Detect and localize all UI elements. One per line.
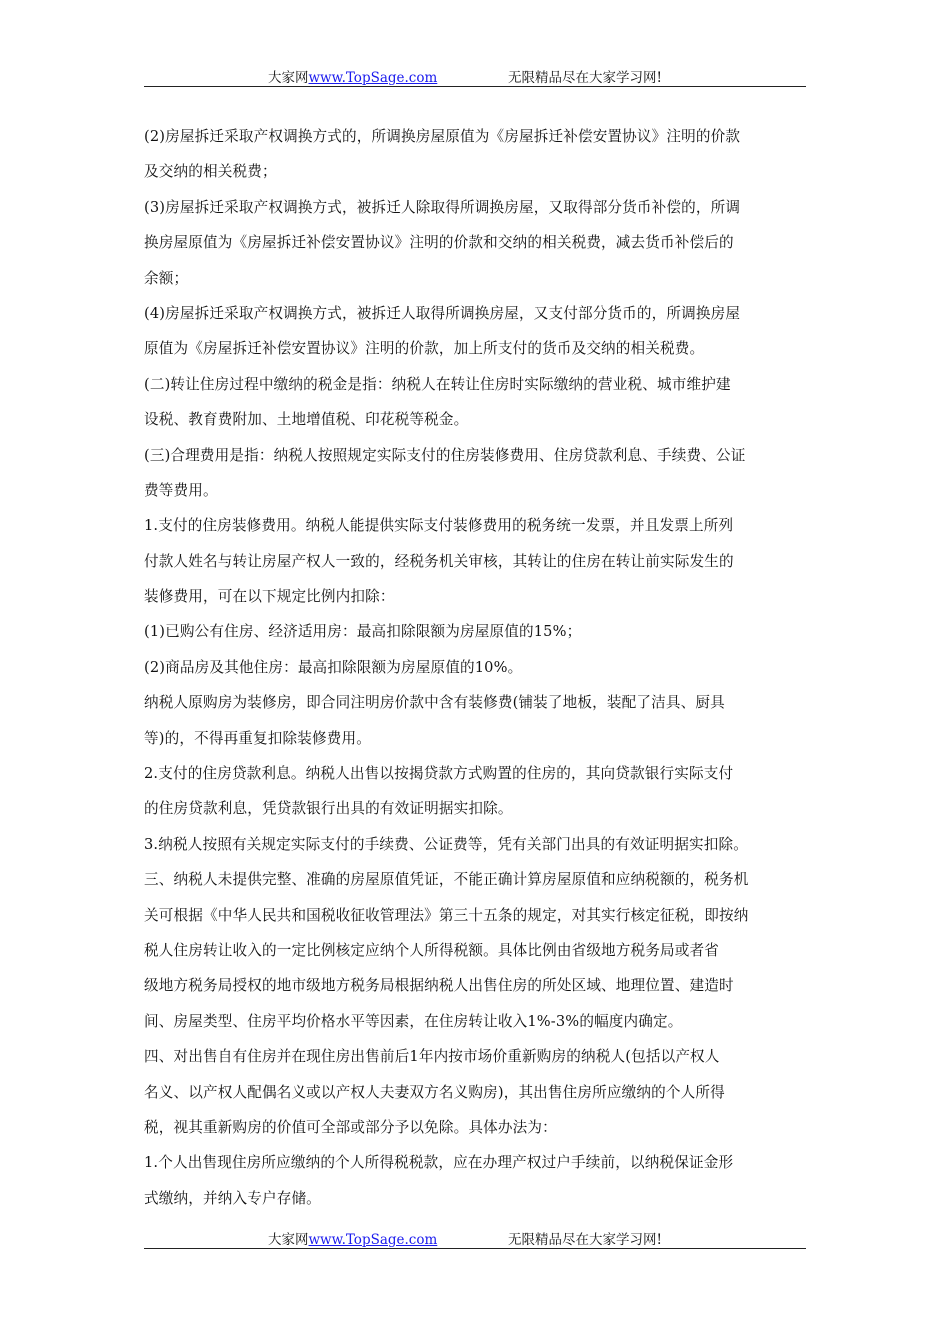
text-line: (1)已购公有住房、经济适用房：最高扣除限额为房屋原值的15%； (144, 623, 582, 641)
text-line: 付款人姓名与转让房屋产权人一致的，经税务机关审核，其转让的住房在转让前实际发生的 (144, 552, 734, 570)
text-line: 及交纳的相关税费； (144, 163, 277, 181)
text-line: 税，视其重新购房的价值可全部或部分予以免除。具体办法为： (144, 1118, 557, 1136)
text-line: (3)房屋拆迁采取产权调换方式，被拆迁人除取得所调换房屋，又取得部分货币补偿的，所调 (144, 198, 741, 216)
text-line: 四、对出售自有住房并在现住房出售前后1年内按市场价重新购房的纳税人(包括以产权人 (144, 1048, 720, 1066)
text-line: 纳税人原购房为装修房，即合同注明房价款中含有装修费(铺装了地板，装配了洁具、厨具 (144, 694, 725, 712)
text-line: 3.纳税人按照有关规定实际支付的手续费、公证费等，凭有关部门出具的有效证明据实扣除。 (144, 835, 748, 853)
document-body (144, 127, 812, 1224)
text-line: 税人住房转让收入的一定比例核定应纳个人所得税额。具体比例由省级地方税务局或者省 (144, 941, 720, 959)
text-line: 名义、以产权人配偶名义或以产权人夫妻双方名义购房)，其出售住房所应缴纳的个人所得 (144, 1083, 725, 1101)
text-line: 2.支付的住房贷款利息。纳税人出售以按揭贷款方式购置的住房的，其向贷款银行实际支付 (144, 765, 734, 783)
text-line: 余额； (144, 269, 189, 287)
text-line: 间、房屋类型、住房平均价格水平等因素，在住房转让收入1%-3%的幅度内确定。 (144, 1012, 683, 1030)
page-footer (144, 1228, 806, 1249)
text-line: 级地方税务局授权的地市级地方税务局根据纳税人出售住房的所处区域、地理位置、建造时 (144, 977, 734, 995)
footer-slogan: 无限精品尽在大家学习网! (508, 1232, 662, 1248)
header-site-link[interactable]: www.TopSage.com (308, 70, 438, 86)
header-site (268, 66, 437, 86)
text-line: (2)房屋拆迁采取产权调换方式的，所调换房屋原值为《房屋拆迁补偿安置协议》注明的价款 (144, 128, 741, 145)
text-line: (三)合理费用是指：纳税人按照规定实际支付的住房装修费用、住房贷款利息、手续费、公证 (144, 446, 746, 464)
text-line: 等)的，不得再重复扣除装修费用。 (144, 729, 372, 747)
text-line: (二)转让住房过程中缴纳的税金是指：纳税人在转让住房时实际缴纳的营业税、城市维护建 (144, 375, 731, 393)
footer-site-link[interactable]: www.TopSage.com (308, 1232, 438, 1248)
text-line: 式缴纳，并纳入专户存储。 (144, 1189, 321, 1207)
footer-site-name: 大家网 (268, 1232, 309, 1248)
text-line: (4)房屋拆迁采取产权调换方式，被拆迁人取得所调换房屋，又支付部分货币的，所调换房屋 (144, 304, 741, 322)
text-line: 1.支付的住房装修费用。纳税人能提供实际支付装修费用的税务统一发票，并且发票上所列 (144, 517, 734, 535)
page-header (144, 66, 806, 87)
text-line: 关可根据《中华人民共和国税收征收管理法》第三十五条的规定，对其实行核定征税，即按纳 (144, 906, 749, 924)
text-line: 换房屋原值为《房屋拆迁补偿安置协议》注明的价款和交纳的相关税费，减去货币补偿后的 (144, 234, 734, 252)
text-line: 费等费用。 (144, 481, 218, 499)
header-site-name: 大家网 (268, 70, 309, 86)
header-slogan: 无限精品尽在大家学习网! (508, 70, 662, 86)
text-line: 装修费用，可在以下规定比例内扣除： (144, 588, 395, 606)
text-line: 1.个人出售现住房所应缴纳的个人所得税税款，应在办理产权过户手续前，以纳税保证金形 (144, 1154, 734, 1172)
text-line: 的住房贷款利息，凭贷款银行出具的有效证明据实扣除。 (144, 800, 513, 818)
text-line: (2)商品房及其他住房：最高扣除限额为房屋原值的10%。 (144, 658, 523, 676)
footer-site (268, 1228, 437, 1248)
text-line: 原值为《房屋拆迁补偿安置协议》注明的价款，加上所支付的货币及交纳的相关税费。 (144, 340, 705, 358)
text-line: 三、纳税人未提供完整、准确的房屋原值凭证，不能正确计算房屋原值和应纳税额的，税务机 (144, 871, 749, 889)
text-line: 设税、教育费附加、土地增值税、印花税等税金。 (144, 411, 469, 429)
